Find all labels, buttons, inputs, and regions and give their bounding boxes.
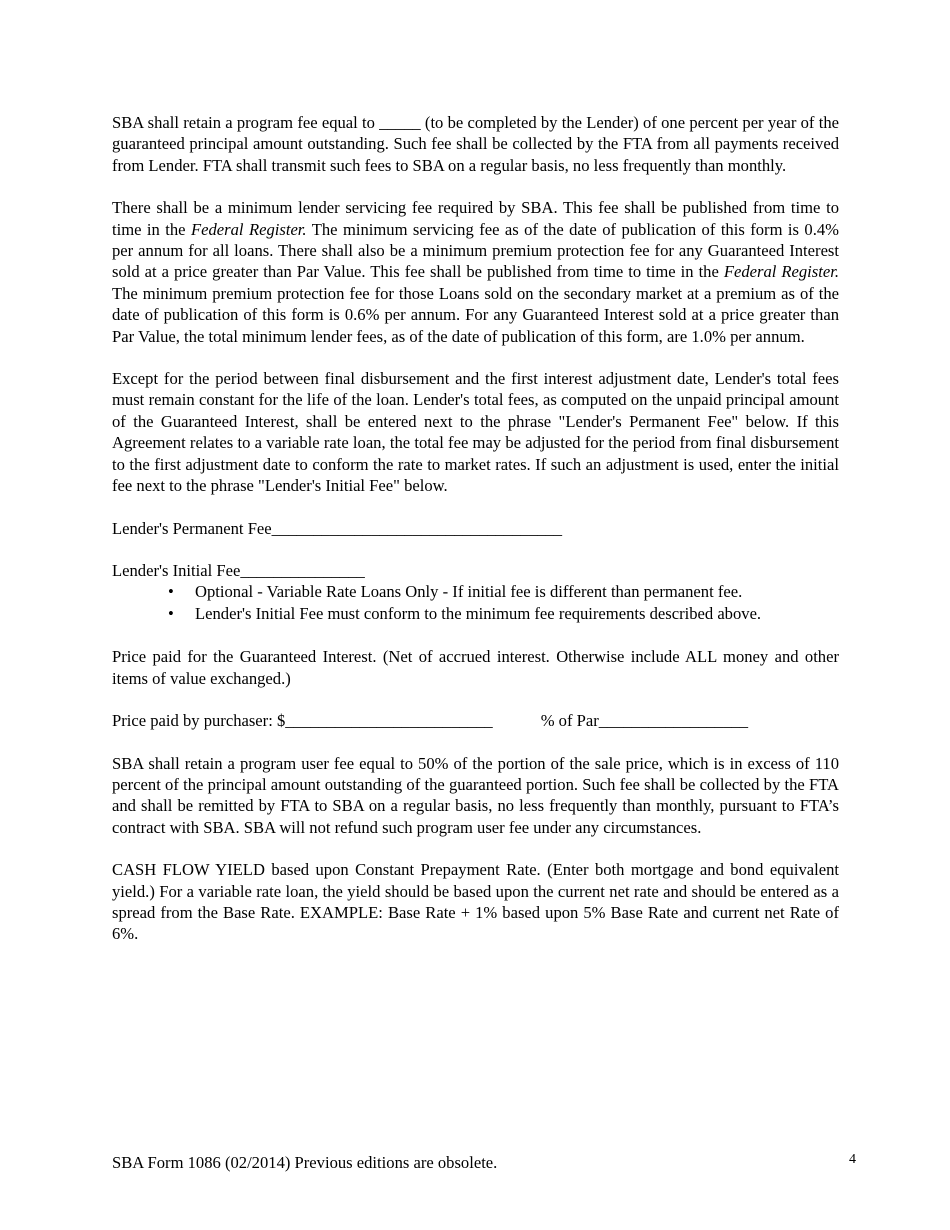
federal-register-1: Federal Register. bbox=[191, 219, 307, 239]
servicing-fee-paragraph bbox=[112, 197, 839, 347]
federal-register-2: Federal Register. bbox=[723, 262, 839, 282]
price-paid-paragraph: Price paid for the Guaranteed Interest. (Net of accrued interest. Otherwise include ALL money and other items of value exchanged.) bbox=[112, 647, 839, 688]
servicing-fee-text-1: There shall be a minimum lender servicing fee required by SBA. This fee shall be published from time to time in the bbox=[112, 198, 839, 239]
percent-par-field[interactable]: % of Par__________________ bbox=[540, 711, 749, 731]
initial-fee-field[interactable]: Lender's Initial Fee_______________ bbox=[112, 560, 365, 580]
cash-flow-yield-paragraph: CASH FLOW YIELD based upon Constant Prepayment Rate. (Enter both mortgage and bond equivalent yield.) For a variable rate loan, the yield should be based upon the current net rate and should be entered as a spread from the Base Rate. EXAMPLE: Base Rate + 1% based upon 5% Base Rate and current net Rate of 6%. bbox=[112, 860, 839, 944]
form-footer: SBA Form 1086 (02/2014) Previous editions are obsolete. bbox=[112, 1153, 498, 1172]
initial-fee-notes bbox=[112, 581, 839, 625]
page-number: 4 bbox=[849, 1152, 856, 1167]
program-fee-paragraph: SBA shall retain a program fee equal to _____ (to be completed by the Lender) of one percent per year of the guaranteed principal amount outstanding. Such fee shall be collected by the FTA from all payments received from Lender. FTA shall transmit such fees to SBA on a regular basis, no less frequently than monthly. bbox=[112, 113, 839, 175]
servicing-fee-text-3: The minimum premium protection fee for those Loans sold on the secondary market at a premium as of the date of publication of this form is 0.6% per annum. For any Guaranteed Interest sold at a price greater than Par Value, the total minimum lender fees, as of the date of publication of this form, are 1.0% per annum. bbox=[112, 283, 839, 346]
permanent-fee-field[interactable]: Lender's Permanent Fee___________________________________ bbox=[112, 518, 563, 538]
list-item: • Optional - Variable Rate Loans Only - If initial fee is different than permanent fee. bbox=[195, 581, 839, 603]
price-paid-field[interactable]: Price paid by purchaser: $_________________________ bbox=[112, 711, 493, 731]
list-item: • Lender's Initial Fee must conform to the minimum fee requirements described above. bbox=[195, 603, 839, 625]
total-fees-paragraph: Except for the period between final disbursement and the first interest adjustment date, Lender's total fees must remain constant for the life of the loan. Lender's total fees, as computed on the unpaid principal amount of the Guaranteed Interest, shall be entered next to the phrase "Lender's Permanent Fee" below. If this Agreement relates to a variable rate loan, the total fee may be adjusted for the period from final disbursement to the first adjustment date to conform the rate to market rates. If such an adjustment is used, enter the initial fee next to the phrase "Lender's Initial Fee" below. bbox=[112, 369, 839, 496]
price-row bbox=[112, 710, 839, 731]
user-fee-paragraph: SBA shall retain a program user fee equal to 50% of the portion of the sale price, which is in excess of 110 percent of the principal amount outstanding of the guaranteed portion. Such fee shall be collected by the FTA and shall be remitted by FTA to SBA on a regular basis, no less frequently than monthly, pursuant to FTA’s contract with SBA. SBA will not refund such program user fee under any circumstances. bbox=[112, 753, 839, 837]
document-body bbox=[112, 112, 839, 945]
servicing-fee-text-2: The minimum servicing fee as of the date of publication of this form is 0.4% per annum for all loans. There shall also be a minimum premium protection fee for any Guaranteed Interest sold at a price greater than Par Value. This fee shall be published from time to time in the bbox=[112, 219, 839, 282]
